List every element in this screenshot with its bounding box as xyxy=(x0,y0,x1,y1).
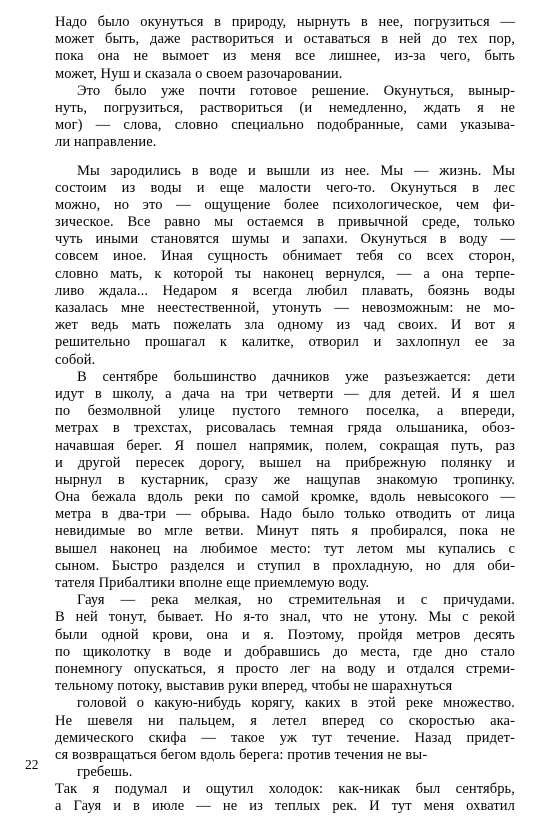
text-line: невидимые во мгле ветви. Минут пять я пробирался, пока не xyxy=(55,523,515,540)
text-line: состоим из воды и еще малости чего-то. Окунуться в лес xyxy=(55,179,515,196)
paragraph xyxy=(55,369,515,592)
text-line: мог) — слова, словно специально подобранные, сами указыва- xyxy=(55,117,515,134)
text-line: Мы зародились в воде и вышли из нее. Мы — жизнь. Мы xyxy=(77,162,515,179)
text-line: может, Нуш и сказала о своем разочаровании. xyxy=(55,65,343,82)
text-line: Она бежала вдоль реки по самой кромке, вдоль невысокого — xyxy=(55,489,515,506)
page-number: 22 xyxy=(25,757,39,772)
text-line: демического скифа — такое уж тут течение. Назад придет- xyxy=(55,729,515,746)
text-line: пока она не вымоет из меня все лишнее, из-за чего, быть xyxy=(55,48,515,65)
paragraph xyxy=(55,695,515,764)
text-line: вышел наконец на любимое место: тут летом мы купались с xyxy=(55,540,515,557)
text-line: головой о какую-нибудь корягу, каких в этой реке множество. xyxy=(77,695,515,712)
text-line: нуть, погрузиться, раствориться (и немедленно, ждать я не xyxy=(55,99,515,116)
text-line: гребешь. xyxy=(77,764,133,781)
text-line: чуть иными становятся шумы и запахи. Окунуться в воду — xyxy=(55,231,515,248)
text-line: может быть, даже раствориться и оставаться в ней до тех пор, xyxy=(55,31,515,48)
text-line: можно, но это — ощущение более психологическое, чем фи- xyxy=(55,196,515,213)
text-line: зическое. Все равно мы остаемся в привычной среде, только xyxy=(55,214,515,231)
text-line: были одной крови, она и я. Поэтому, пройдя метров десять xyxy=(55,626,515,643)
text-line: тателя Прибалтики вполне еще приемлемую воду. xyxy=(55,575,370,591)
text-line: казалась мне неестественной, утонуть — невозможным: не мо- xyxy=(55,300,515,316)
text-line: Гауя — река мелкая, но стремительная и с причудами. xyxy=(77,592,515,609)
paragraph xyxy=(55,764,515,816)
text-line: Не шевеля ни пальцем, я летел вперед со скоростью ака- xyxy=(55,712,515,729)
paragraph xyxy=(55,592,515,695)
text-line: метра в два-три — обрыва. Надо было только отводить от лица xyxy=(55,506,515,523)
text-line: понемногу опускаться, я просто лег на воду и отдался стреми- xyxy=(55,660,515,677)
text-line: словно мать, к которой ты наконец вернулся, — а она терпе- xyxy=(55,265,515,282)
text-line: начавшая берег. Я пошел напрямик, полем, сокращая путь, раз xyxy=(55,437,515,454)
text-line: идут в школу, а дача на три четверти — для детей. И я шел xyxy=(55,385,515,402)
text-line: Так я подумал и ощутил холодок: как-никак был сентябрь, xyxy=(55,781,515,798)
text-line: по щиколотку в воде и добравшись до места, где дно стало xyxy=(55,643,515,660)
text-line: метрах в трехстах, рисовалась темная гряда ольшаника, обоз- xyxy=(55,420,515,437)
text-line: собой. xyxy=(55,351,96,368)
text-line: сыном. Быстро разделся и ступил в прохладную, но для оби- xyxy=(55,557,515,574)
paragraph xyxy=(55,163,515,369)
text-line: В ней тонут, бывает. Но я-то знал, что не утону. Мы с рекой xyxy=(55,609,515,626)
text-line: а Гауя и в июле — не из теплых рек. И тут меня охватил xyxy=(55,798,515,815)
text-line: Это было уже почти готовое решение. Окунуться, выныр- xyxy=(77,82,515,99)
text-line: тельному потоку, выставив руки вперед, чтобы не шарахнуться xyxy=(55,678,453,695)
paragraph xyxy=(55,83,515,152)
text-line: нырнул в кустарник, сразу же нащупав знакомую тропинку. xyxy=(55,471,515,488)
text-line: В сентябре большинство дачников уже разъезжается: дети xyxy=(77,368,515,385)
text-line: ливо ждала... Недаром я всегда любил плавать, боязнь воды xyxy=(55,282,515,299)
text-line: решительно прошагал к калитке, отворил и захлопнул ее за xyxy=(55,334,515,351)
text-line: жет ведь мать пожелать зла одному из чад своих. И вот я xyxy=(55,317,515,334)
body-text xyxy=(55,14,515,816)
text-line: ся возвращаться бегом вдоль берега: против течения не вы- xyxy=(55,746,428,763)
text-line: совсем иное. Иная сущность обнимает тебя со всех сторон, xyxy=(55,248,515,265)
text-line: Надо было окунуться в природу, нырнуть в нее, погрузиться — xyxy=(55,14,515,30)
text-line: ли направление. xyxy=(55,134,157,151)
paragraph xyxy=(55,14,515,83)
text-line: и другой пересек дорогу, вышел на прибрежную полянку и xyxy=(55,454,515,471)
text-line: по безмолвной улице пустого темного поселка, а впереди, xyxy=(55,403,515,420)
